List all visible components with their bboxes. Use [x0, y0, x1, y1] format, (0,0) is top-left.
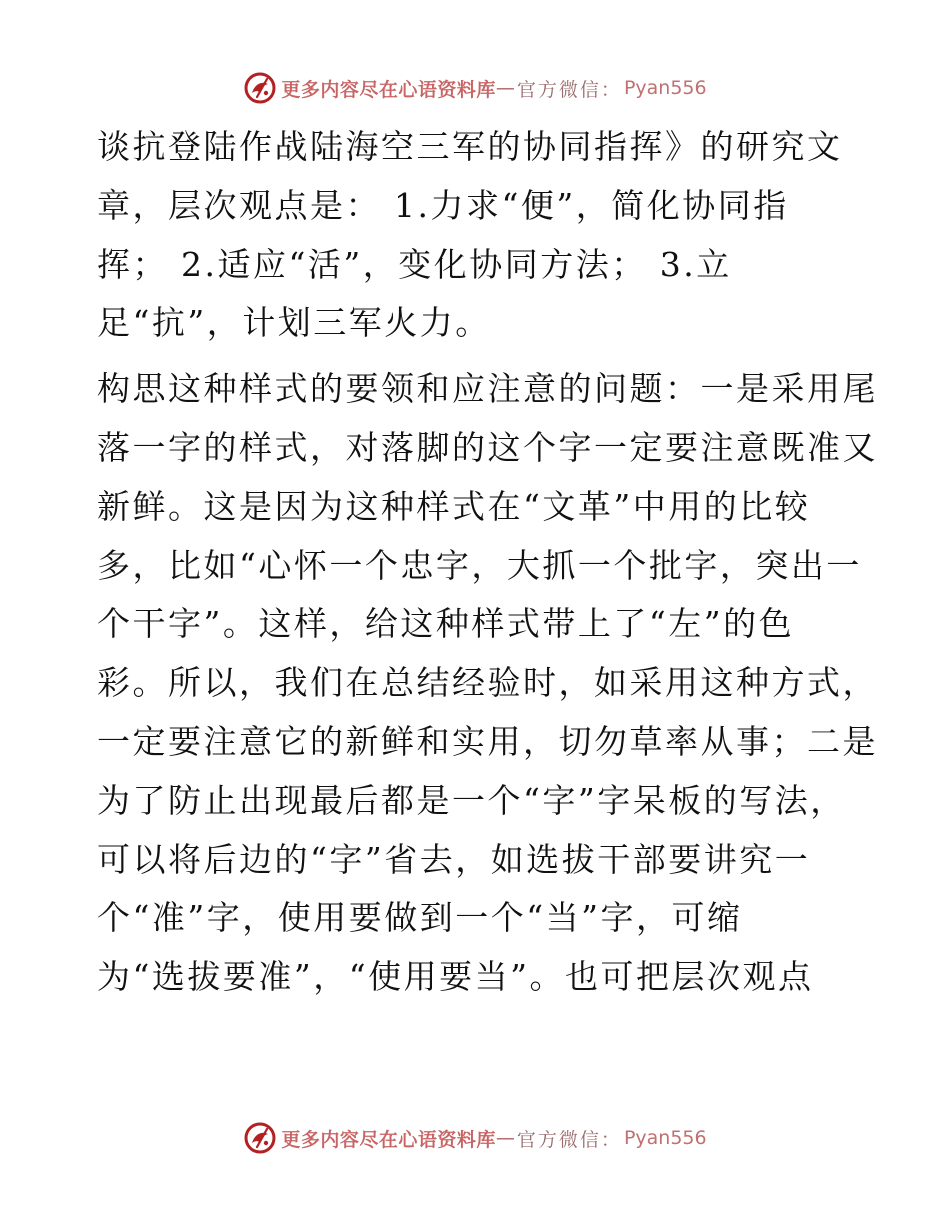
- text-line: 足“抗”，计划三军火力。: [97, 303, 491, 343]
- text-line: 个“准”字，使用要做到一个“当”字，可缩: [97, 898, 743, 938]
- text-line: 个干字”。这样，给这种样式带上了“左”的色: [97, 604, 795, 644]
- text-line: 谈抗登陆作战陆海空三军的协同指挥》的研究文: [97, 127, 843, 166]
- text-line: 多，比如“心怀一个忠字，大抓一个批字，突出一: [97, 545, 862, 585]
- dragon-seal-icon: [243, 71, 277, 105]
- paragraph-1: [97, 118, 857, 353]
- text-line: 章，层次观点是： 1.力求“便”，简化协同指: [97, 185, 789, 225]
- dragon-seal-icon: [243, 1121, 277, 1155]
- text-line: 构思这种样式的要领和应注意的问题：一是采用尾: [97, 369, 878, 409]
- paragraph-2: [97, 360, 878, 1007]
- watermark-dash: —: [495, 1127, 515, 1149]
- header-watermark: [0, 68, 950, 108]
- text-line: 一定要注意它的新鲜和实用，切勿草率从事；二是: [97, 721, 878, 761]
- watermark-official-label: 官方微信：: [516, 1128, 622, 1151]
- document-body: [97, 118, 878, 1007]
- text-line: 挥； 2.适应“活”，变化协同方法； 3.立: [97, 244, 732, 284]
- watermark-wechat-id: Pyan556: [623, 1127, 707, 1149]
- text-line: 新鲜。这是因为这种样式在“文革”中用的比较: [97, 486, 811, 526]
- watermark-official-label: 官方微信：: [516, 78, 622, 101]
- text-line: 彩。所以，我们在总结经验时，如采用这种方式，: [97, 663, 878, 703]
- watermark-title: 更多内容尽在心语资料库: [281, 78, 496, 101]
- text-line: 为了防止出现最后都是一个“字”字呆板的写法，: [97, 780, 846, 820]
- text-line: 可以将后边的“字”省去，如选拔干部要讲究一: [97, 839, 811, 879]
- text-line: 为“选拔要准”，“使用要当”。也可把层次观点: [97, 957, 814, 997]
- watermark-dash: —: [495, 77, 515, 99]
- footer-watermark: [0, 1118, 950, 1158]
- text-line: 落一字的样式，对落脚的这个字一定要注意既准又: [97, 427, 878, 467]
- watermark-wechat-id: Pyan556: [623, 77, 707, 99]
- watermark-title: 更多内容尽在心语资料库: [281, 1128, 496, 1151]
